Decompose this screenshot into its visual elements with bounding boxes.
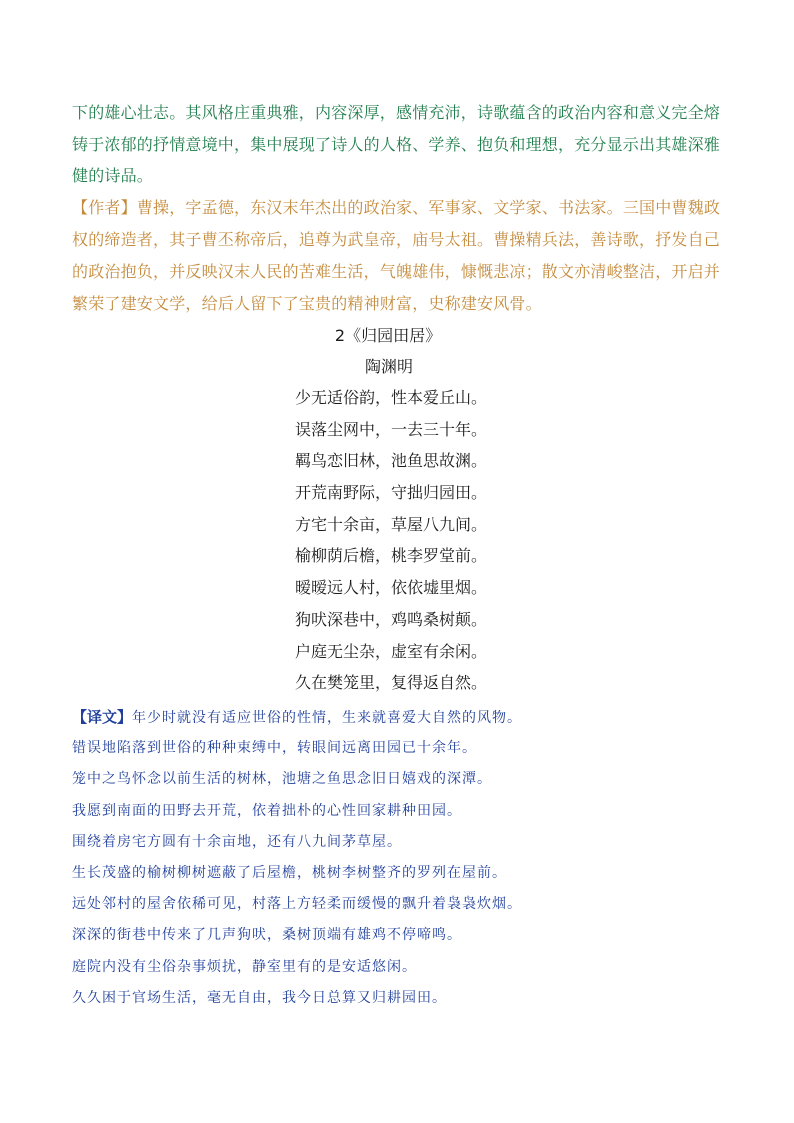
translation-line: 深深的街巷中传来了几声狗吠，桑树顶端有雄鸡不停啼鸣。 — [72, 927, 462, 944]
translation-line-text: 年少时就没有适应世俗的性情，生来就喜爱大自然的风物。 — [132, 710, 523, 726]
translation-line: 我愿到南面的田野去开荒，依着拙朴的心性回家耕种田园。 — [72, 802, 462, 819]
poem-line: 户庭无尘杂，虚室有余闲。 — [294, 641, 487, 661]
poem-line: 久在樊笼里，复得返自然。 — [294, 673, 487, 693]
translation-line: 笼中之鸟怀念以前生活的树林，池塘之鱼思念旧日嬉戏的深潭。 — [72, 771, 492, 788]
translation-line — [72, 702, 742, 733]
translation-line: 远处邻村的屋舍依稀可见，村落上方轻柔而缓慢的飘升着袅袅炊烟。 — [72, 896, 522, 913]
translation-label: 【译文】 — [72, 708, 133, 726]
author-paragraph — [72, 192, 732, 320]
poem-author: 陶渊明 — [364, 357, 413, 376]
poem-line: 羁鸟恋旧林，池鱼思故渊。 — [294, 451, 487, 471]
translation-line: 久久困于官场生活，毫无自由，我今日总算又归耕园田。 — [72, 989, 447, 1006]
translation-line: 生长茂盛的榆树柳树遮蔽了后屋檐，桃树李树整齐的罗列在屋前。 — [72, 864, 507, 881]
translation-line: 错误地陷落到世俗的种种束缚中，转眼间远离田园已十余年。 — [72, 740, 477, 757]
poem-line: 少无适俗韵，性本爱丘山。 — [294, 388, 487, 407]
poem-block — [0, 320, 794, 699]
poem-title: 2《归园田居》 — [334, 326, 442, 345]
poem-line: 榆柳荫后檐，桃李罗堂前。 — [294, 546, 487, 566]
poem-line: 方宅十余亩，草屋八九间。 — [294, 514, 487, 534]
appreciation-paragraph: 下的雄心壮志。其风格庄重典雅，内容深厚，感情充沛，诗歌蕴含的政治内容和意义完全熔铸于浓郁的抒情意境中，集中展现了诗人的人格、学养、抱负和理想，充分显示出其雄深雅健的诗品。 — [72, 103, 721, 185]
poem-line: 狗吠深巷中，鸡鸣桑树颠。 — [294, 609, 487, 629]
translation-section — [72, 702, 742, 1014]
poem-line: 开荒南野际，守拙归园田。 — [294, 483, 487, 503]
poem-line: 误落尘网中，一去三十年。 — [294, 419, 487, 439]
poem-line: 暧暧远人村，依依墟里烟。 — [294, 578, 487, 598]
translation-line: 庭院内没有尘俗杂事烦扰，静室里有的是安适悠闲。 — [72, 958, 417, 975]
author-text: 曹操，字孟德，东汉末年杰出的政治家、军事家、文学家、书法家。三国中曹魏政权的缔造者，其子曹丕称帝后，追尊为武皇帝，庙号太祖。曹操精兵法，善诗歌，抒发自己的政治抱负，并反映汉末人民的苦难生活，气魄雄伟，慷慨悲凉；散文亦清峻整洁，开启并繁荣了建安文学，给后人留下了宝贵的精神财富，史称建安风骨。 — [72, 198, 721, 313]
author-label: 【作者】 — [72, 198, 137, 217]
translation-line: 围绕着房宅方圆有十余亩地，还有八九间茅草屋。 — [72, 833, 402, 850]
